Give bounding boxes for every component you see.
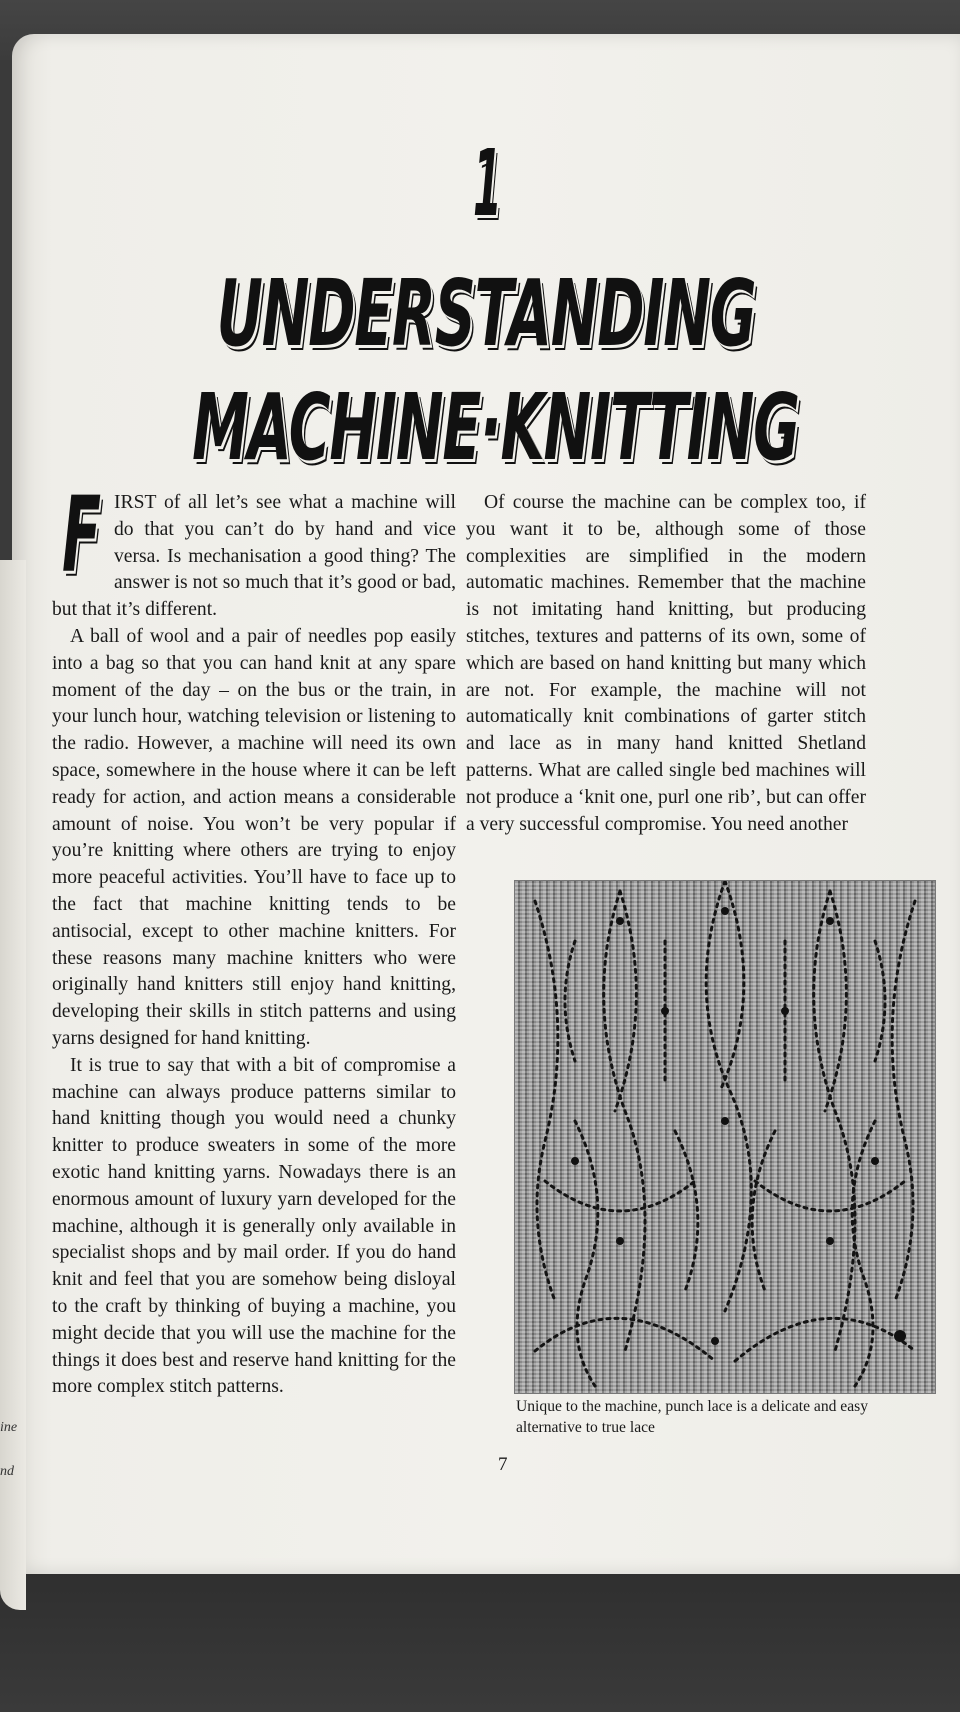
chapter-title-line-1: UNDERSTANDING (216, 260, 756, 367)
lace-pattern-graphic (515, 881, 935, 1393)
background-bottom (0, 1560, 960, 1712)
left-column (52, 474, 456, 1401)
chapter-title-line-2: MACHINE·KNITTING (192, 374, 799, 481)
paragraph-2: A ball of wool and a pair of needles pop easily into a bag so that you can hand knit at any spare moment of the day – on the bus or the train, in your lunch hour, watching television or listening to the radio. However, a machine will need its own space, somewhere in the house where it can be left ready for action, and action means a considerable amount of noise. You won’t be very popular if you’re knitting where others are trying to enjoy more peaceful activities. You’ll have to face up to the fact that machine knitting tends to be antisocial, except to other machine knitters. For these reasons many machine knitters who were originally hand knitters still enjoy hand knitting, developing their skills in stitch patterns and using yarns designed for hand knitting. (52, 625, 456, 1049)
page-number: 7 (498, 1454, 508, 1475)
figure-caption: Unique to the machine, punch lace is a delicate and easy alternative to true lace (516, 1398, 869, 1436)
paragraph-right-1: Of course the machine can be complex too, if you want it to be, although some of those complexities are simplified in the modern automatic machines. Remember that the machine is not imitating hand knitting, but producing stitches, textures and patterns of its own, some of which are based on hand knitting but many which are not. For example, the machine will not automatically knit combinations of garter stitch and lace as in many hand knitted Shetland patterns. What are called single bed machines will not produce a ‘knit one, purl one rib’, but can offer a very successful compromise. You need another (466, 492, 866, 835)
book-page (12, 34, 960, 1574)
chapter-number: 1 (472, 130, 500, 237)
right-column (466, 490, 866, 838)
drop-cap: F (62, 474, 102, 596)
paragraph-3: It is true to say that with a bit of compromise a machine can always produce patterns similar to hand knitting though you would need a chunky knitter to produce sweaters in some of the more exotic hand knitting yarns. Nowadays there is an enormous amount of luxury yarn developed for the machine, although it is generally only available in specialist shops and by mail order. If you do hand knit and feel that you are somehow being disloyal to the craft by thinking of buying a machine, you might decide that you will use the machine for the things it does best and reserve hand knitting for the more complex stitch patterns. (52, 1054, 456, 1398)
previous-page-fragment-2: nd (0, 1464, 14, 1479)
paragraph-1 (52, 474, 456, 624)
previous-page-edge (0, 560, 26, 1610)
punch-lace-photo (514, 880, 936, 1394)
paragraph-1-text: IRST of all let’s see what a machine will do that you can’t do by hand and vice versa. Is mechanisation a good thing? The answer is not so much that it’s good or bad, but that it’s different. (52, 492, 456, 621)
previous-page-fragment-1: ine (0, 1420, 18, 1435)
